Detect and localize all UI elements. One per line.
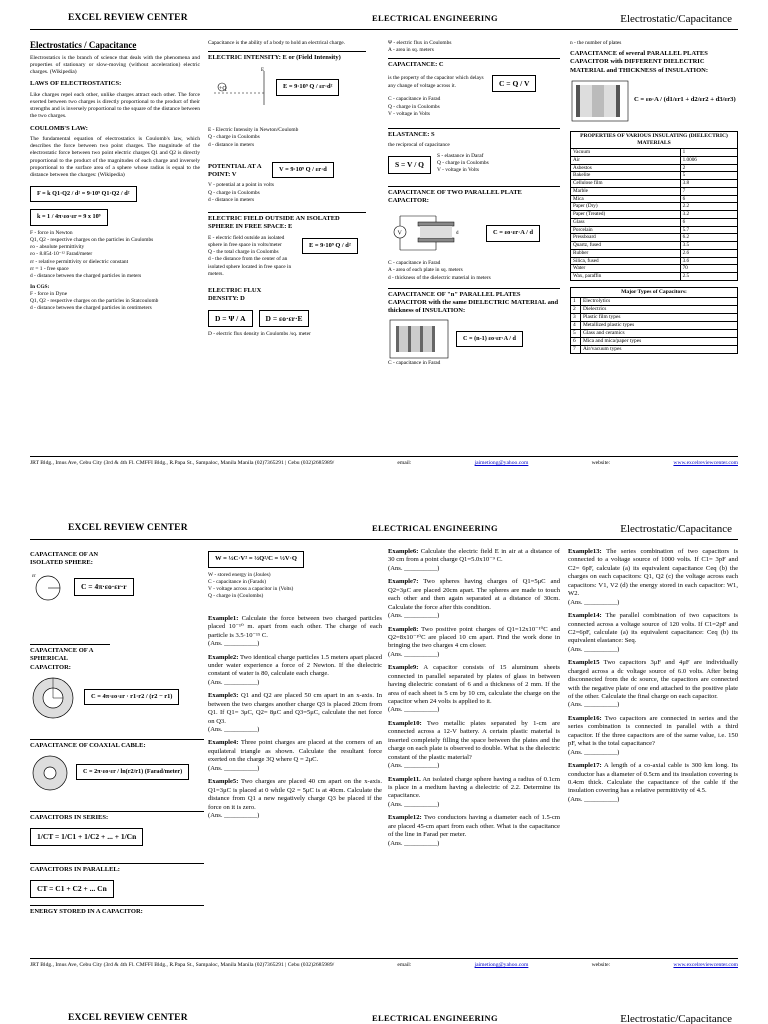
footer-email-link[interactable]: jaimetiong@yahoo.com <box>474 962 529 968</box>
def-line: Ψ - electric flux in Coulombs <box>388 40 452 46</box>
example-item <box>568 762 738 804</box>
material-name: Mica <box>571 195 681 203</box>
example-text: Two capacitors 3μF and 4μF are individually charged across a dc voltage source of 6.0 volts. After being disconnected from the dc source, the capacitors are connected with the negative plate of one end attached to the positive plate of the other. Calculate the final charge on each capacitor. <box>568 659 738 700</box>
example-title: Example3: <box>208 692 239 700</box>
footer-address: JRT Bldg., Imus Ave, Cebu City (3rd & 4th Fl. CMFFI Bldg., R.Papa St., Sampaloc, Manila Manila (02)7365291 | Cebu (032)2685989/ <box>30 460 335 466</box>
material-name: Wax, paraffin <box>571 273 681 281</box>
material-name: Asbestos <box>571 164 681 172</box>
example-text: Two charges are placed 40 cm apart on the x-axis. Q1=3μC is placed at 0 while Q2 = 5μC is at 40cm. Calculate the distance from Q1 a new negatively charge Q3 be placed if the force on it is zero. <box>208 778 382 811</box>
example-text: Calculate the electric field E in air at a distance of 30 cm from a point charge Q1=5.0x10⁻⁹ C. <box>388 548 560 564</box>
capacitor-type: Plastic film types <box>581 314 738 322</box>
footer-address: JRT Bldg., Imus Ave, Cebu City (3rd & 4th Fl. CMFFI Bldg., R.Papa St., Sampaloc, Manila Manila (02)7365291 | Cebu (032)2685989/ <box>30 962 335 968</box>
def-line: C - capacitance in Farad <box>388 96 441 103</box>
example-text: The series combination of two capacitors is connected to a voltage source of 1000 volts. If C1= 3pF and C2= 6pF, calculate (a) its equivalent capacitance Ceq (b) the charges on each capacitors: Q1, Q2 (c) the voltage across each capacitors: V1, V2 (d) the energy stored in each capacitor: W1, W2. <box>568 548 738 598</box>
def-line: S - elastance in Daraf <box>437 152 484 159</box>
laws-text: Like charges repel each other, unlike charges attract each other. The force exerted between two charges is directly proportional to the product of their strengths and is inversely proportional to the square of the distance between the two charges. <box>30 91 200 120</box>
def-line: F - force in Dyne <box>30 290 68 297</box>
n-def: n - the number of plates <box>570 40 622 46</box>
example-item <box>568 659 738 710</box>
answer-blank: (Ans. __________) <box>388 839 440 847</box>
page-3-partial <box>0 1000 768 1024</box>
def-line: Q - charge in Coulombs <box>437 160 489 167</box>
example-text: Two identical charge particles 1.5 meters apart placed under water experience a force of 2 Newton. If the dielectric constant of water is 80, calculate each charge. <box>208 653 382 678</box>
material-name: Paper (Treated) <box>571 211 681 219</box>
example-title: Example8: <box>388 625 419 633</box>
layered-dielectric-diagram <box>570 79 630 123</box>
table-row <box>571 257 738 265</box>
coulomb-heading: COULOMB'S LAW: <box>30 124 88 132</box>
examples-column-2 <box>388 548 560 954</box>
answer-blank: (Ans. __________) <box>388 800 440 808</box>
potential-formula: V = 9·10⁹ Q / εr·d <box>272 162 334 178</box>
answer-blank: (Ans. __________) <box>568 795 620 803</box>
table-row <box>571 330 738 338</box>
footer-email-label: email: <box>397 962 412 968</box>
example-title: Example16: <box>568 714 602 722</box>
table-row <box>571 322 738 330</box>
footer-website-label: website: <box>591 460 611 466</box>
n-plates-diagram <box>388 318 450 360</box>
dielectric-constant: 1 <box>680 149 737 157</box>
table-row <box>571 149 738 157</box>
example-title: Example11. <box>388 775 421 783</box>
cgs-defs <box>30 284 200 313</box>
def-line: Q - charge in (Coulombs) <box>208 593 264 600</box>
svg-text:+Q: +Q <box>219 86 227 93</box>
table-row <box>571 226 738 234</box>
example-text: Calculate the force between two charged particles placed 10⁻¹⁰ m. apart from each other. The charge of each particle is 3.5·10⁻¹⁵ C. <box>208 614 382 639</box>
parallel-plate-diagram <box>388 208 480 260</box>
example-item <box>568 715 738 757</box>
capacitor-types-heading: Major Types of Capacitors: <box>571 287 738 297</box>
page-1 <box>0 0 768 478</box>
example-text: Two spheres having charges of Q1=5μC and Q2=3μC are placed 20cm apart. The spheres are made to touch each other and then again separated at a distance of 30cm. Calculate the force after this condition. <box>388 578 560 611</box>
example-text: Q1 and Q2 are placed 50 cm apart in an x-axis. In between the two charges another charge Q3 is placed 20cm from Q1. If Q1= 3μC, Q2= 8μC and Q3=5μC, calculate the net force on Q3. <box>208 692 382 725</box>
def-line: Q - charge in Coulombs <box>388 103 440 110</box>
material-name: Silica, fused <box>571 257 681 265</box>
dielectric-constant: 5 <box>680 172 737 180</box>
dielectric-constant: 2.2 <box>680 203 737 211</box>
example-title: Example15 <box>568 659 600 667</box>
answer-blank: (Ans. __________) <box>388 762 440 770</box>
table-row <box>571 306 738 314</box>
footer-website-label: website: <box>591 962 611 968</box>
def-line: A - area of each plate in sq. meters <box>388 267 463 274</box>
properties-heading: PROPERTIES OF VARIOUS INSULATING (DIELECTRIC) MATERIALS <box>571 131 738 149</box>
header-right: Electrostatic/Capacitance <box>620 1013 732 1024</box>
spherical-capacitor-formula: C = 4π·εo·εr · r1·r2 / (r2 − r1) <box>84 689 179 705</box>
material-name: Air <box>571 156 681 164</box>
example-text: Two capacitors are connected in series and the series combination is connected in parallel with a third capacitor. If the three capacitors are of the same value, i.e. 150 pF, what is the total capacitance? <box>568 714 738 748</box>
def-line: F - force in Newton <box>30 229 73 236</box>
def-line: d - the distance from the center of an isolated sphere located in free space in meters. <box>208 256 292 277</box>
capacitor-type: Electrolytics <box>581 298 738 306</box>
def-line: W - stored energy in (Joules) <box>208 571 271 578</box>
dielectric-constant: 6 <box>680 195 737 203</box>
coulomb-text: The fundamental equation of electrostatics is Coulomb's law, which describes the force between two point charges. The magnitude of the electrostatic force between two point electric charges Q1 and Q2 is directly proportional to the product of the magnitudes of each charge and inversely proportional to the surface area of a sphere whose radius is equal to the distance between the charges: (Wikipedia) <box>30 135 200 179</box>
example-item <box>388 664 560 715</box>
example-title: Example4: <box>208 739 239 747</box>
electric-intensity-formula: E = 9·10⁹ Q / εr·d² <box>276 79 339 95</box>
answer-blank: (Ans. __________) <box>388 564 440 572</box>
table-row <box>571 298 738 306</box>
capacitor-types-table <box>570 287 738 354</box>
answer-blank: (Ans. __________) <box>388 706 440 714</box>
example-item <box>388 814 560 848</box>
footer-website-link[interactable]: www.excelreviewcenter.com <box>673 962 738 968</box>
k-formula: k = 1 / 4π·εo·εr = 9 x 10⁹ <box>30 209 108 225</box>
example-text: Three point charges are placed at the corners of an equilateral triangle as shown. Calculate the resultant force exerted on the charge 3Q where Q = 2μC. <box>208 739 382 764</box>
table-row <box>571 195 738 203</box>
material-name: Marble <box>571 187 681 195</box>
def-line: V - voltage in Volts <box>437 167 479 174</box>
def-line: εo - absolute permittivity <box>30 244 85 251</box>
example-item <box>388 548 560 573</box>
def-line: d - distance in meters <box>208 141 255 148</box>
example-text: Two metallic plates separated by 1-cm are connected across a 12-V battery. A certain plastic material is inserted completely filling the space between the plates and the charge on each plate is observed to double. What is the dielectric constant of the plastic material? <box>388 719 560 761</box>
footer-email-label: email: <box>397 460 412 466</box>
def-line: d - distance between the charged particles in meters <box>30 273 142 280</box>
svg-text:d: d <box>456 230 459 236</box>
capacitor-number: 7 <box>571 346 581 354</box>
capacitance-desc: is the property of the capacitor which delays any change of voltage across it. <box>388 75 484 89</box>
def-line: d - distance in meters <box>208 196 255 203</box>
answer-blank: (Ans. __________) <box>208 678 260 686</box>
page-footer <box>30 456 738 467</box>
def-line: Q1, Q2 - respective charges on the particles in Statcoulomb <box>30 298 159 305</box>
capacitor-type: Air/vacuum types <box>581 346 738 354</box>
capacitance-heading: CAPACITANCE: C <box>388 58 560 69</box>
def-line: E - Electric Intensity in Newton/Coulomb <box>208 127 299 134</box>
material-name: Vacuum <box>571 149 681 157</box>
dielectric-constant: 2.6 <box>680 249 737 257</box>
table-row <box>571 242 738 250</box>
energy-formula: W = ½C·V² = ½Q²/C = ½V·Q <box>208 551 304 568</box>
example-title: Example6: <box>388 548 419 555</box>
dielectric-constant: 6.2 <box>680 234 737 242</box>
example-item <box>208 615 382 649</box>
example-text: Two conductors having a diameter each of 1.5-cm are placed 45-cm apart from each other. What is the capacitance of the line in Farad per meter. <box>388 814 560 839</box>
table-row <box>571 172 738 180</box>
def-line: V - voltage across a capacitor in (Volts) <box>208 586 294 593</box>
elastance-desc: the reciprocal of capacitance <box>388 142 450 149</box>
table-row <box>571 211 738 219</box>
formula-column <box>30 548 204 954</box>
capacitor-number: 6 <box>571 338 581 346</box>
table-row <box>571 234 738 242</box>
def-line: C - capacitance in (Farads) <box>208 578 267 585</box>
dielectric-constant: 6 <box>680 218 737 226</box>
capacitor-type: Glass and ceramics <box>581 330 738 338</box>
def-line: Q1, Q2 - respective charges on the particles in Coulombs <box>30 236 154 243</box>
def-line: Q - the total charge in Coulombs <box>208 249 279 256</box>
example-title: Example17: <box>568 762 602 770</box>
header-right: Electrostatic/Capacitance <box>620 523 732 535</box>
field-outside-sphere-heading: ELECTRIC FIELD OUTSIDE AN ISOLATED SPHERE IN FREE SPACE: E <box>208 212 366 231</box>
cgs-heading: In CGS: <box>30 283 50 290</box>
flux-density-formula-2: D = εo·εr·E <box>259 310 310 328</box>
series-heading: CAPACITORS IN SERIES: <box>30 811 204 822</box>
several-plates-formula: C = εo·A / (d1/εr1 + d2/εr2 + d3/εr3) <box>634 96 736 104</box>
dielectric-properties-table <box>570 131 738 281</box>
intro-text: Electrostatics is the branch of science that deals with the phenomena and properties of stationary or slow-moving (without acceleration) electric charges. (Wikipedia) <box>30 54 200 76</box>
potential-heading: POTENTIAL AT A POINT: V <box>208 162 262 178</box>
column-3 <box>388 40 560 452</box>
dielectric-constant: 7 <box>680 187 737 195</box>
dielectric-constant: 3.8 <box>680 180 737 188</box>
series-formula: 1/CT = 1/C1 + 1/C2 + ... + 1/Cn <box>30 828 143 846</box>
answer-blank: (Ans. __________) <box>568 701 620 709</box>
example-title: Example9: <box>388 664 419 672</box>
material-name: Cellulose film <box>571 180 681 188</box>
header-left: EXCEL REVIEW CENTER <box>68 13 188 23</box>
table-row <box>571 180 738 188</box>
capacitor-type: Metallized plastic types <box>581 322 738 330</box>
example-title: Example2: <box>208 653 239 661</box>
example-title: Example13: <box>568 548 602 555</box>
capacitance-formula: C = Q / V <box>492 75 536 93</box>
capacitor-number: 2 <box>571 306 581 314</box>
material-name: Pressboard <box>571 234 681 242</box>
page-header <box>30 8 738 30</box>
material-name: Porcelain <box>571 226 681 234</box>
table-row <box>571 187 738 195</box>
capacitance-definition: Capacitance is the ability of a body to hold an electrical charge. <box>208 40 346 46</box>
dielectric-constant: 2.5 <box>680 273 737 281</box>
dielectric-constant: 3.5 <box>680 242 737 250</box>
table-row <box>571 273 738 281</box>
material-name: Water <box>571 265 681 273</box>
header-left: EXCEL REVIEW CENTER <box>68 1013 188 1023</box>
capacitor-number: 1 <box>571 298 581 306</box>
flux-density-formula-1: D = Ψ / A <box>208 310 253 328</box>
dielectric-constant: 2 <box>680 164 737 172</box>
table-row <box>571 265 738 273</box>
coulomb-formula: F = k Q1·Q2 / d² = 9·10⁹ Q1·Q2 / d² <box>30 186 137 202</box>
capacitor-number: 5 <box>571 330 581 338</box>
coaxial-formula: C = 2π·εo·εr / ln(r2/r1) (Farad/meter) <box>76 764 189 780</box>
footer-website-link[interactable]: www.excelreviewcenter.com <box>673 460 738 466</box>
example-item <box>568 548 738 607</box>
n-plates-def: C - capacitance in Farad <box>388 360 441 367</box>
example-title: Example7: <box>388 578 419 586</box>
table-row <box>571 338 738 346</box>
isolated-sphere-diagram <box>30 570 66 604</box>
example-text: A capacitor consists of 15 aluminum sheets connected in parallel separated by plates of glass in between having dielectric constant of 6 and a thickness of 2 mm. If the area of each sheet is 5 cm by 10 cm, calculate the charge on the capacitor when 24 volts is applied to it. <box>388 664 560 705</box>
def-line: εo - 8.854·10⁻¹² Farad/meter <box>30 251 93 258</box>
isolated-sphere-formula: C = 4π·εo·εr·r <box>74 578 134 596</box>
capacitor-number: 3 <box>571 314 581 322</box>
parallel-plate-heading: CAPACITANCE OF TWO PARALLEL PLATE CAPACITOR: <box>388 186 560 205</box>
elastance-formula: S = V / Q <box>388 156 431 174</box>
example-item <box>388 626 560 660</box>
page-header <box>30 518 738 540</box>
header-right: Electrostatic/Capacitance <box>620 13 732 25</box>
column-1 <box>30 40 200 450</box>
parallel-formula: CT = C1 + C2 + ... Cn <box>30 880 114 898</box>
example-item <box>208 778 382 820</box>
def-line: V - voltage in Volts <box>388 111 430 118</box>
header-middle: ELECTRICAL ENGINEERING <box>372 13 498 23</box>
coulomb-defs <box>30 230 200 281</box>
def-line: Q - charge in Coulombs <box>208 189 260 196</box>
answer-blank: (Ans. __________) <box>208 726 260 733</box>
svg-text:εr: εr <box>32 574 36 580</box>
def-line: d - distance between the charged particles in centimeters <box>30 305 152 312</box>
spherical-capacitor-heading: CAPACITANCE OF A SPHERICAL CAPACITOR: <box>30 644 110 671</box>
several-plates-heading: CAPACITANCE of several PARALLEL PLATES CAPACITOR with DIFFERENT DIELECTRIC MATERIAL and THICKNESS of INSULATION: <box>570 50 708 74</box>
flux-density-def: D - electric flux density in Coulombs /sq. meter <box>208 331 311 338</box>
answer-blank: (Ans. __________) <box>208 811 260 819</box>
elastance-heading: ELASTANCE: S <box>388 128 560 139</box>
capacitor-number: 4 <box>571 322 581 330</box>
laws-heading: LAWS OF ELECTROSTATICS: <box>30 80 122 88</box>
def-line: E - electric field outside an isolated sphere in free space in volts/meter <box>208 234 285 248</box>
flux-density-heading: ELECTRIC FLUX DENSITY: D <box>208 287 262 303</box>
dielectric-constant: 70 <box>680 265 737 273</box>
examples-column-3 <box>568 548 738 954</box>
answer-blank: (Ans. __________) <box>568 598 620 606</box>
def-line: εr = 1 - free space <box>30 266 69 272</box>
parallel-heading: CAPACITORS IN PARALLEL: <box>30 863 204 874</box>
example-item <box>388 720 560 771</box>
table-row <box>571 249 738 257</box>
n-plates-heading: CAPACITANCE OF "n" PARALLEL PLATES CAPACITOR with the same DIELECTRIC MATERIAL and thickness of INSULATION: <box>388 288 560 315</box>
example-title: Example1: <box>208 614 239 622</box>
material-name: Quartz, fused <box>571 242 681 250</box>
dielectric-constant: 1.0006 <box>680 156 737 164</box>
material-name: Rubber <box>571 249 681 257</box>
examples-column-1 <box>208 548 382 954</box>
page-2 <box>0 510 768 978</box>
column-2 <box>208 40 366 452</box>
header-middle: ELECTRICAL ENGINEERING <box>372 523 498 533</box>
material-name: Bakelite <box>571 172 681 180</box>
capacitor-type: Mica and mica/paper types <box>581 338 738 346</box>
example-text: A length of a co-axial cable is 300 km long. Its conductor has a diameter of 0.5cm and its insulation covering is 0.4cm thick. Calculate the capacitance of the cable if the insulation covering has a relative permittivity of 4.5. <box>568 762 738 795</box>
footer-email-link[interactable]: jaimetiong@yahoo.com <box>474 460 529 466</box>
dielectric-constant: 5.7 <box>680 226 737 234</box>
coaxial-heading: CAPACITANCE OF COAXIAL CABLE: <box>30 739 204 750</box>
n-plates-formula: C = (n-1) εo·εr·A / d <box>456 331 523 347</box>
table-row <box>571 156 738 164</box>
point-charge-diagram <box>208 65 272 111</box>
page-title: Electrostatics / Capacitance <box>30 40 137 50</box>
energy-heading: ENERGY STORED IN A CAPACITOR: <box>30 905 204 916</box>
table-row <box>571 346 738 354</box>
example-title: Example14: <box>568 612 602 620</box>
example-item <box>388 776 560 810</box>
coaxial-diagram <box>30 753 70 793</box>
answer-blank: (Ans. __________) <box>208 640 260 648</box>
capacitor-type: Dielectrics <box>581 306 738 314</box>
example-item <box>388 578 560 620</box>
dielectric-constant: 3.6 <box>680 257 737 265</box>
material-name: Paper (Dry) <box>571 203 681 211</box>
example-item <box>568 612 738 654</box>
header-left: EXCEL REVIEW CENTER <box>68 523 188 533</box>
isolated-sphere-heading: CAPACITANCE OF AN ISOLATED SPHERE: <box>30 551 99 567</box>
svg-text:V: V <box>397 230 402 237</box>
table-row <box>571 164 738 172</box>
def-line: V - potential at a point in volts <box>208 182 274 189</box>
column-4 <box>570 40 738 452</box>
answer-blank: (Ans. __________) <box>568 748 620 756</box>
def-line: A - area in sq. meters <box>388 47 434 54</box>
table-row <box>571 218 738 226</box>
spherical-capacitor-diagram <box>30 675 76 721</box>
answer-blank: (Ans. __________) <box>388 650 440 658</box>
def-line: Q - charge in Coulombs <box>208 134 260 141</box>
def-line: C - capacitance in Farad <box>388 259 441 266</box>
page-header <box>30 1008 738 1024</box>
example-text: The parallel combination of two capacitors is connected across a voltage source of 120 volts. If C1=2pF and C2=6pF, calculate (a) its equivalent capacitance: Ceq (b) its equivalent elastance: Seq. <box>568 612 738 645</box>
field-outside-sphere-formula: E = 9·10⁹ Q / d² <box>302 238 358 254</box>
example-title: Example12: <box>388 814 422 822</box>
example-text: An isolated charge sphere having a radius of 0.1cm is place in a medium having a dielectric of 2.2. Determine its capacitance. <box>388 775 560 800</box>
def-line: d - thickness of the dielectric material in meters <box>388 274 491 281</box>
page-footer <box>30 958 738 969</box>
svg-text:E: E <box>261 68 265 74</box>
answer-blank: (Ans. __________) <box>568 645 620 653</box>
table-row <box>571 314 738 322</box>
example-item <box>208 692 382 734</box>
electric-intensity-heading: ELECTRIC INTENSITY: E or (Field Intensity) <box>208 51 366 62</box>
answer-blank: (Ans. __________) <box>208 764 260 772</box>
example-item <box>208 654 382 688</box>
dielectric-constant: 3.2 <box>680 211 737 219</box>
example-item <box>208 739 382 773</box>
header-middle: ELECTRICAL ENGINEERING <box>372 1013 498 1023</box>
example-title: Example10: <box>388 719 422 727</box>
answer-blank: (Ans. __________) <box>388 612 440 620</box>
table-row <box>571 203 738 211</box>
example-text: Two positive point charges of Q1=12x10⁻¹⁰C and Q2=8x10⁻¹⁰C are placed 10 cm apart. Find the work done in bringing the two charges 4 cm closer. <box>388 625 560 650</box>
def-line: εr - relative permittivity or dielectric constant <box>30 258 129 265</box>
example-title: Example5: <box>208 778 239 786</box>
parallel-plate-formula: C = εo·εr·A / d <box>486 225 540 241</box>
material-name: Glass <box>571 218 681 226</box>
